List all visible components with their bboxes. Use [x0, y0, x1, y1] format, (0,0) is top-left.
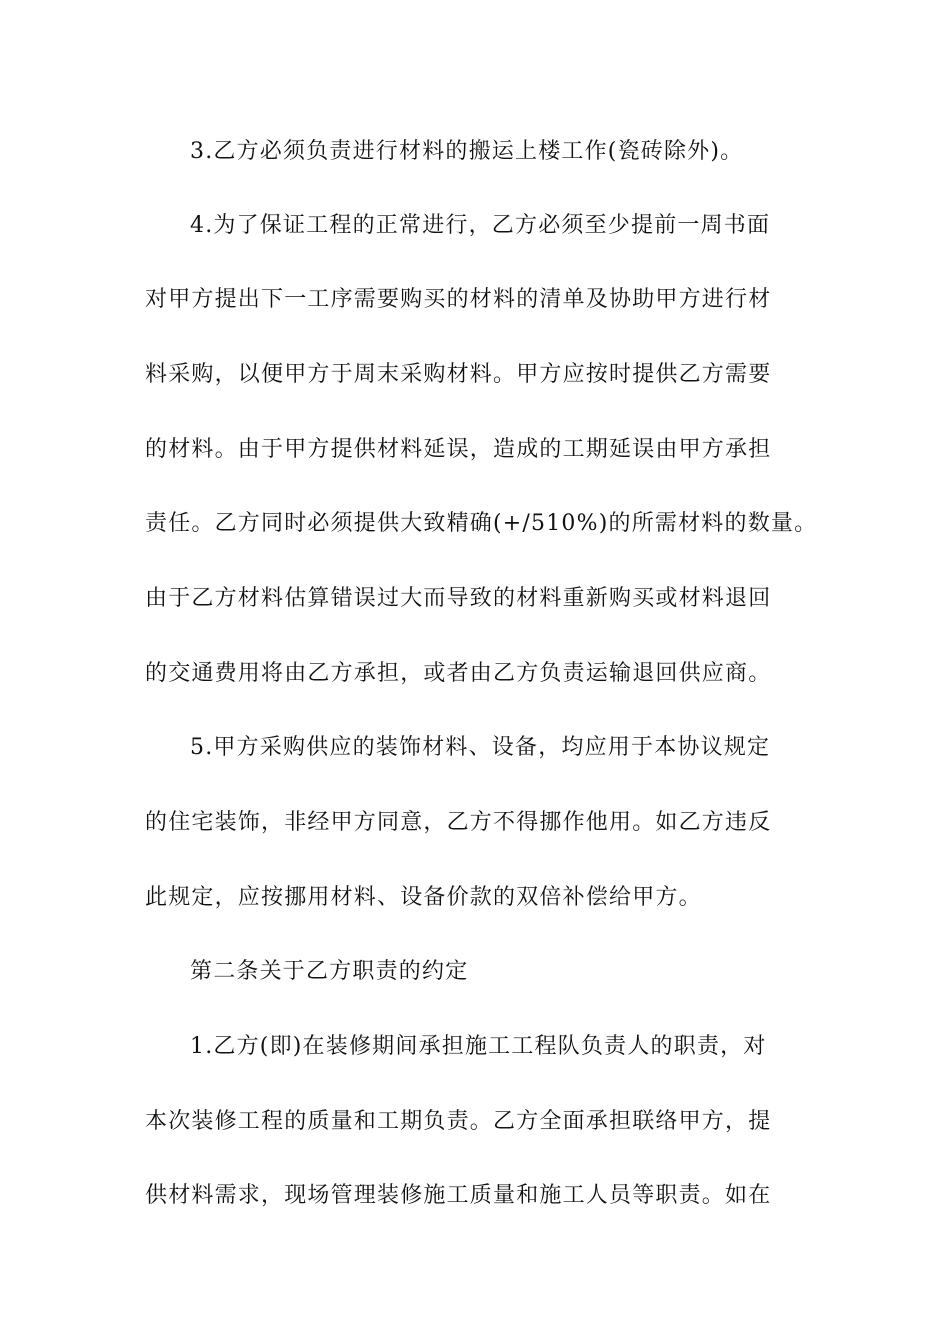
paragraph-line: 的材料。由于甲方提供材料延误，造成的工期延误由甲方承担 [145, 437, 772, 462]
paragraph-line: 责任。乙方同时必须提供大致精确(+/510%)的所需材料的数量。 [145, 511, 818, 536]
paragraph-line: 此规定，应按挪用材料、设备价款的双倍补偿给甲方。 [145, 885, 702, 910]
paragraph-line: 1.乙方(即)在装修期间承担施工工程队负责人的职责，对 [190, 1034, 767, 1059]
paragraph-line: 对甲方提出下一工序需要购买的材料的清单及协助甲方进行材 [145, 287, 772, 312]
paragraph-line: 4.为了保证工程的正常进行，乙方必须至少提前一周书面 [190, 213, 771, 238]
paragraph-line: 料采购，以便甲方于周末采购材料。甲方应按时提供乙方需要 [145, 362, 772, 387]
paragraph-line: 的住宅装饰，非经甲方同意，乙方不得挪作他用。如乙方违反 [145, 810, 772, 835]
paragraph-line: 5.甲方采购供应的装饰材料、设备，均应用于本协议规定 [190, 735, 771, 760]
paragraph-line: 本次装修工程的质量和工期负责。乙方全面承担联络甲方，提 [145, 1109, 772, 1134]
paragraph-line: 供材料需求，现场管理装修施工质量和施工人员等职责。如在 [145, 1183, 772, 1208]
paragraph-line: 3.乙方必须负责进行材料的搬运上楼工作(瓷砖除外)。 [190, 139, 744, 164]
section-heading: 第二条关于乙方职责的约定 [190, 959, 469, 984]
paragraph-line: 由于乙方材料估算错误过大而导致的材料重新购买或材料退回 [145, 586, 772, 611]
paragraph-line: 的交通费用将由乙方承担，或者由乙方负责运输退回供应商。 [145, 661, 772, 686]
